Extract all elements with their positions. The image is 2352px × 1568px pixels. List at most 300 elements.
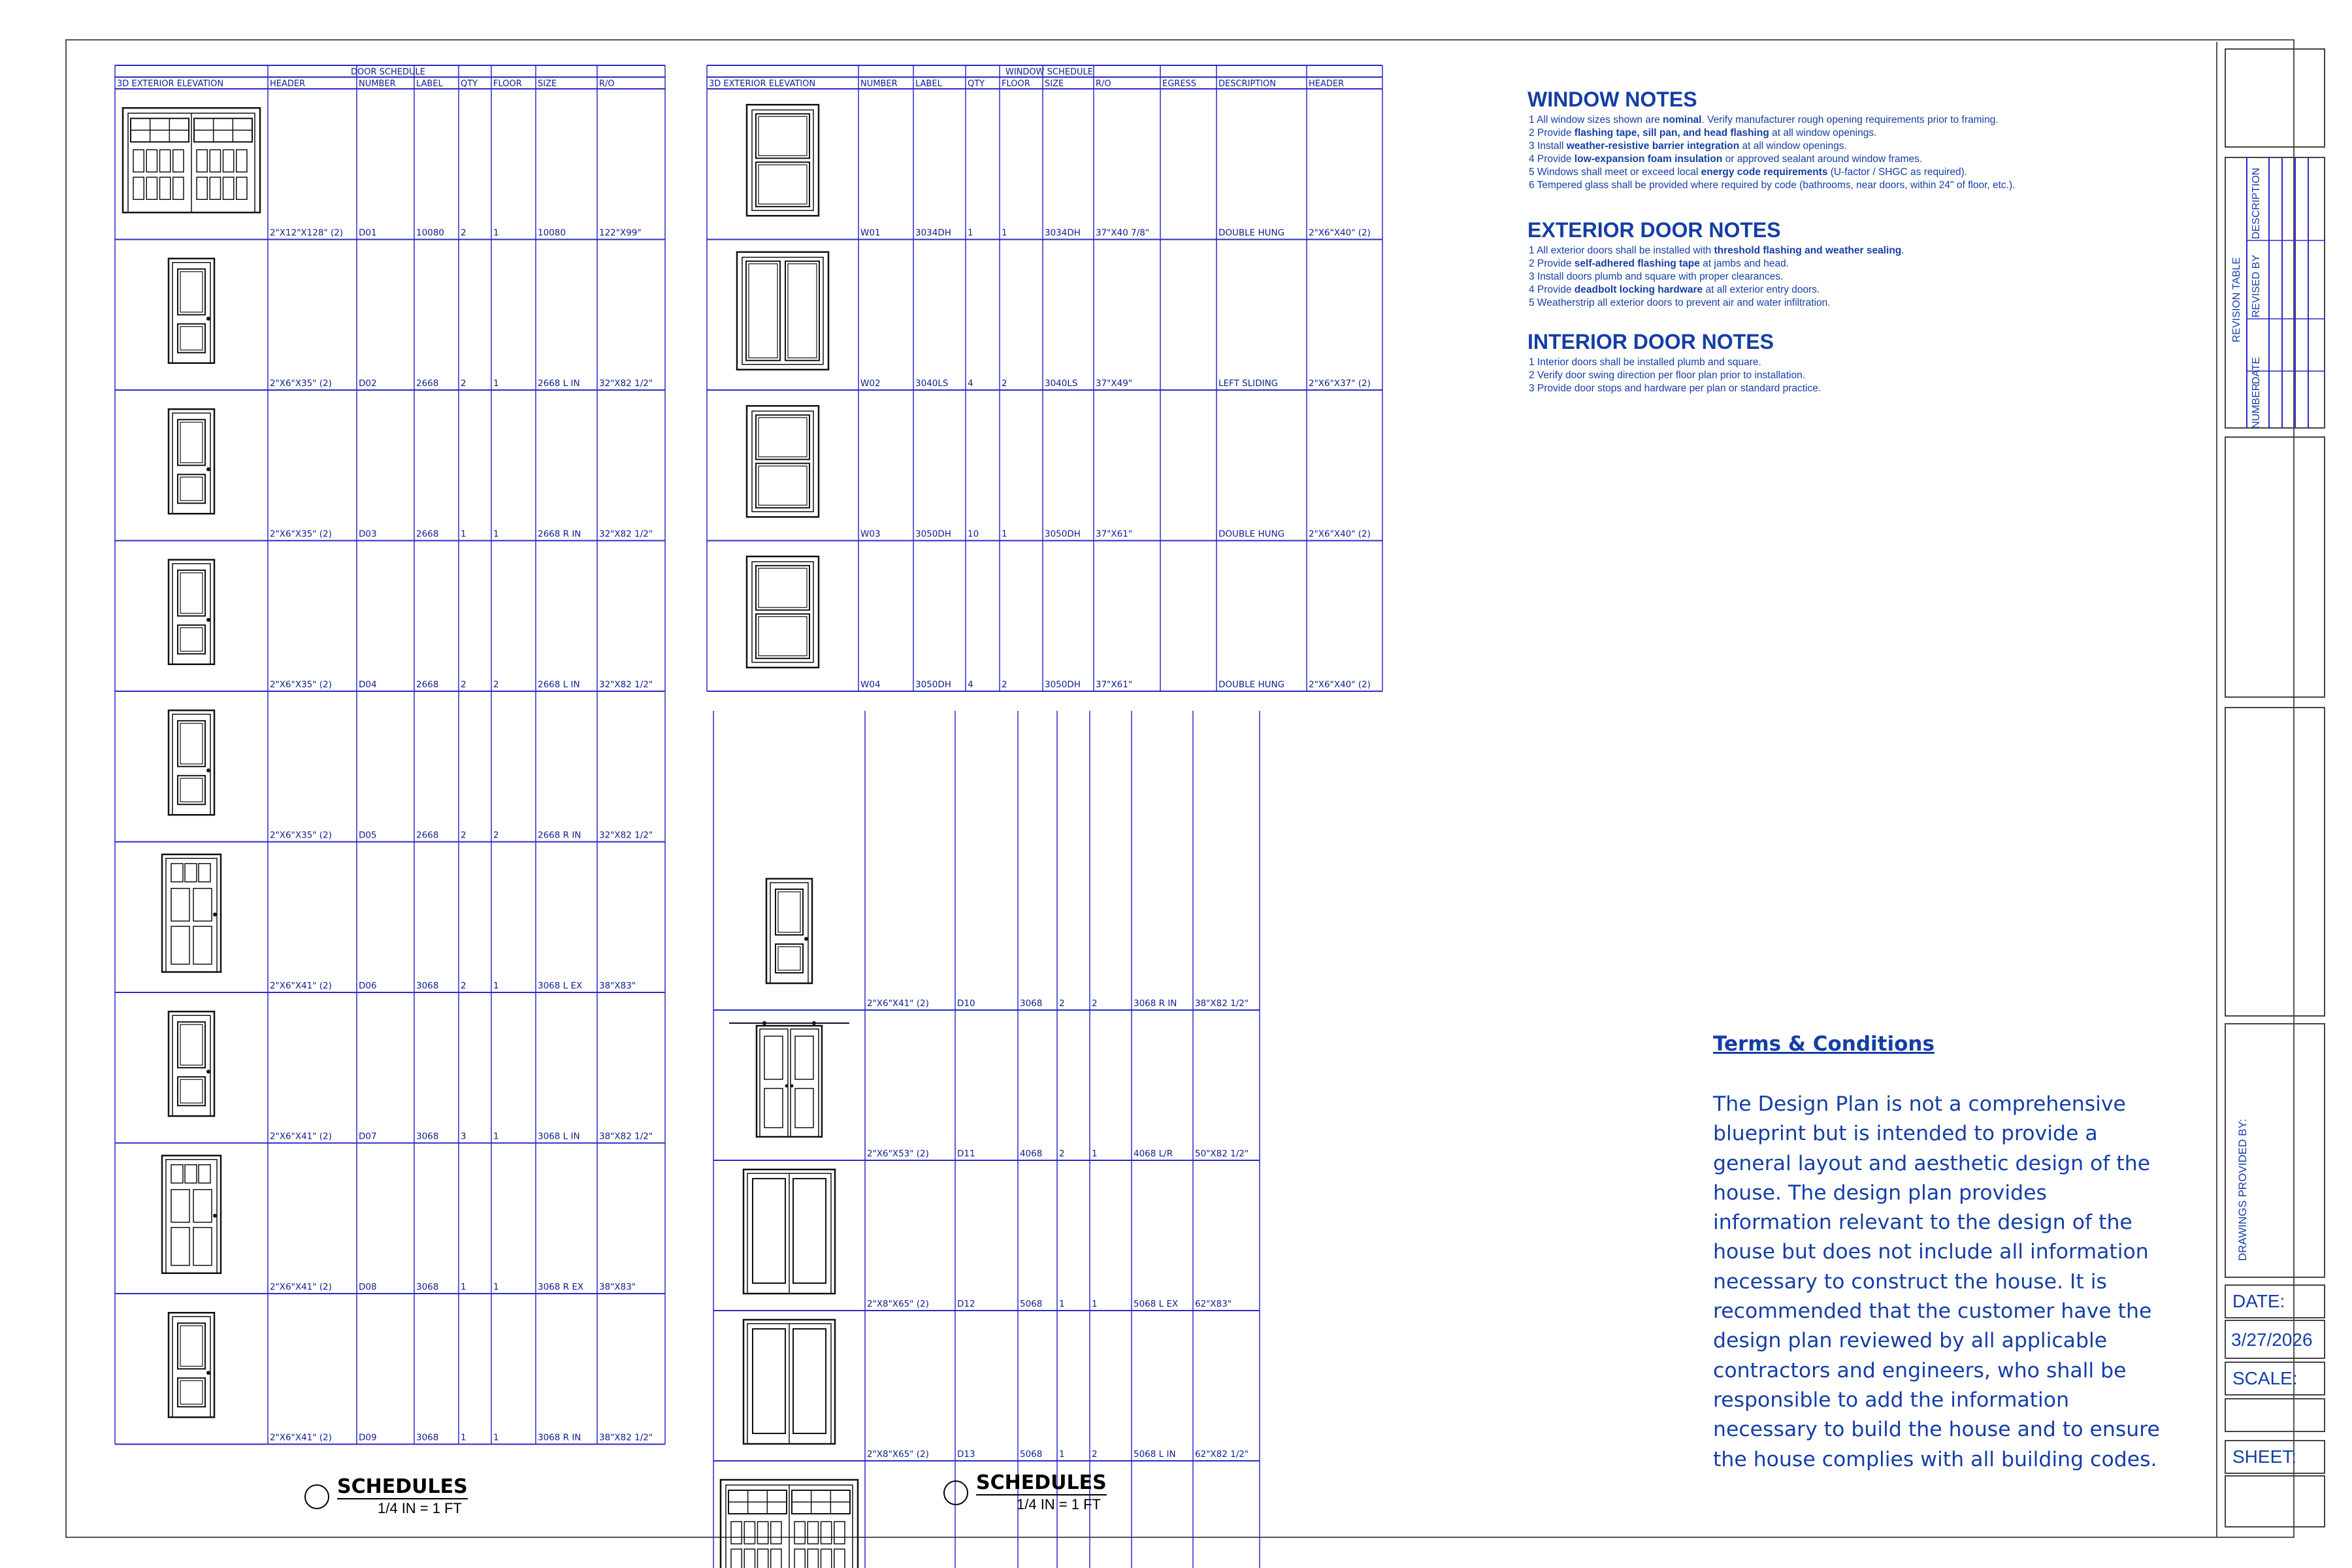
note-text: .: [1901, 245, 1904, 256]
drawings-provided-panel: [2225, 1023, 2325, 1278]
column-header: LABEL: [915, 79, 942, 89]
cell-floor: 1: [1092, 1149, 1098, 1159]
table-row: [743, 1169, 1232, 1309]
date-label-box: [2225, 1284, 2325, 1318]
icon-part: [171, 864, 183, 882]
cell-header: 2"X6"X35" (2): [270, 830, 332, 841]
column-header: NUMBER: [359, 79, 396, 89]
double-hung-window-icon: [747, 105, 819, 216]
icon-part: [776, 944, 803, 973]
column-header: 3D EXTERIOR ELEVATION: [117, 79, 224, 89]
schedule-title: WINDOW SCHEDULE: [1005, 67, 1093, 77]
icon-part: [180, 723, 203, 764]
icon-part: [759, 116, 807, 155]
icon-part: [808, 1549, 818, 1568]
window-schedule-table: [707, 65, 1382, 691]
title-block-divider: [2216, 42, 2219, 1537]
column-header: QTY: [461, 79, 478, 89]
exterior-door-notes-list: [1529, 244, 1904, 310]
cell-header: 2"X6"X41" (2): [270, 1432, 332, 1443]
icon-part: [753, 1179, 785, 1283]
column-header: SIZE: [1045, 79, 1064, 89]
icon-part: [166, 858, 217, 972]
cell-label: 3050DH: [915, 679, 951, 690]
icon-part: [804, 937, 808, 941]
table-row: [169, 1313, 653, 1443]
cell-size: 3068 R IN: [1134, 998, 1177, 1009]
cell-size: 3068 R IN: [538, 1432, 581, 1443]
cell-qty: 10: [968, 529, 979, 540]
icon-part: [169, 409, 214, 514]
icon-part: [169, 710, 214, 815]
icon-part: [166, 1160, 217, 1273]
two-panel-door-icon: [169, 409, 214, 514]
icon-part: [193, 926, 212, 964]
icon-part: [173, 177, 184, 199]
cell-label: 2668: [416, 378, 439, 389]
terms-title: Terms & Conditions: [1713, 1032, 1935, 1056]
icon-part: [752, 562, 813, 662]
note-text: 3 Install doors plumb and square with proper clearances.: [1529, 271, 1784, 282]
cell-ro: 38"X83": [599, 1282, 636, 1292]
note-text: 4 Provide: [1529, 154, 1575, 165]
note-emphasis: low-expansion foam insulation: [1574, 154, 1723, 165]
icon-part: [744, 1549, 755, 1568]
note-item: [1529, 140, 2015, 153]
icon-part: [178, 1022, 205, 1068]
table-row: [747, 406, 1371, 539]
window-notes-title: WINDOW NOTES: [1527, 88, 1697, 111]
icon-part: [206, 768, 210, 772]
column-header: NUMBER: [860, 79, 898, 89]
cell-ro: 38"X82 1/2": [599, 1432, 653, 1443]
cell-ro: 62"X83": [1195, 1299, 1232, 1309]
cell-label: 2668: [416, 830, 439, 841]
cell-size: 3034DH: [1045, 227, 1081, 238]
note-text: 2 Verify door swing direction per floor plan prior to installation.: [1529, 370, 1806, 381]
cell-ro: 38"X82 1/2": [1195, 998, 1249, 1009]
icon-part: [747, 105, 819, 216]
icon-part: [133, 177, 144, 199]
icon-part: [213, 1214, 217, 1218]
craftsman-entry-door-icon: [162, 1156, 221, 1273]
cell-number: D03: [359, 529, 377, 540]
cell-size: 2668 L IN: [538, 378, 580, 389]
double-hung-window-icon: [747, 557, 819, 668]
icon-part: [834, 1549, 845, 1568]
cell-description: LEFT SLIDING: [1218, 378, 1279, 389]
icon-part: [146, 177, 157, 199]
cell-label: 3068: [416, 981, 439, 991]
table-row: [123, 108, 642, 238]
sheet-value-box: [2225, 1475, 2325, 1527]
icon-part: [169, 259, 214, 363]
note-text: 5 Weatherstrip all exterior doors to prevent air and water infiltration.: [1529, 297, 1831, 308]
cell-header: 2"X8"X65" (2): [867, 1449, 929, 1460]
table-row: [737, 252, 1371, 389]
table-row: [747, 105, 1371, 238]
two-panel-door-icon: [169, 710, 214, 815]
icon-part: [794, 1522, 805, 1544]
icon-part: [197, 177, 207, 199]
cell-header: 2"X6"X53" (2): [867, 1149, 929, 1159]
note-item: [1529, 114, 2015, 127]
icon-part: [753, 1329, 785, 1433]
icon-part: [178, 570, 205, 616]
cell-label: 10080: [416, 227, 444, 238]
window-notes-list: [1529, 114, 2015, 192]
icon-part: [171, 1228, 189, 1266]
icon-part: [759, 466, 807, 505]
cell-floor: 1: [493, 1131, 499, 1142]
column-header: DESCRIPTION: [1218, 79, 1276, 89]
icon-part: [771, 1549, 781, 1568]
note-text: 2 Provide: [1529, 127, 1575, 139]
note-emphasis: weather-resistive barrier integration: [1566, 140, 1740, 152]
icon-part: [178, 1077, 205, 1105]
cell-size: 2668 R IN: [538, 830, 581, 841]
cell-number: D13: [957, 1449, 975, 1460]
table-row: [169, 710, 653, 840]
column-header: LABEL: [416, 79, 443, 89]
cell-size: 10080: [538, 227, 566, 238]
cell-floor: 1: [493, 1282, 499, 1292]
cell-header: 2"X6"X40" (2): [1309, 679, 1371, 690]
note-text: at jambs and head.: [1699, 258, 1789, 269]
table-row: [162, 855, 636, 991]
cell-size: 3068 R EX: [538, 1282, 584, 1292]
cell-size: 5068 L IN: [1134, 1449, 1176, 1460]
cell-number: D07: [359, 1131, 377, 1142]
icon-part: [759, 165, 807, 204]
cell-header: 2"X6"X35" (2): [270, 378, 332, 389]
note-emphasis: deadbolt locking hardware: [1574, 284, 1703, 295]
cell-ro: 32"X82 1/2": [599, 529, 653, 540]
column-header: FLOOR: [493, 79, 522, 89]
icon-part: [193, 1190, 212, 1222]
cell-floor: 2: [1002, 378, 1007, 389]
note-item: [1529, 257, 1904, 270]
revision-col-description: DESCRIPTION: [2251, 167, 2262, 239]
cell-size: 2668 R IN: [538, 529, 581, 540]
icon-part: [210, 150, 220, 172]
cell-size: 2668 L IN: [538, 679, 580, 690]
icon-part: [778, 892, 800, 932]
icon-part: [223, 150, 234, 172]
cell-qty: 1: [968, 227, 973, 238]
icon-part: [180, 1326, 203, 1366]
icon-part: [169, 1011, 214, 1116]
cell-floor: 1: [493, 1432, 499, 1443]
icon-part: [160, 177, 171, 199]
icon-part: [180, 477, 203, 500]
two-panel-door-icon: [169, 1011, 214, 1116]
cell-qty: 1: [461, 529, 466, 540]
craftsman-entry-door-icon: [162, 855, 221, 972]
icon-part: [171, 1165, 183, 1183]
cell-header: 2"X6"X35" (2): [270, 529, 332, 540]
two-panel-door-icon: [169, 259, 214, 363]
table-row: [169, 1011, 653, 1141]
cell-label: 4068: [1020, 1149, 1043, 1159]
icon-part: [206, 317, 210, 321]
icon-part: [213, 913, 217, 917]
revision-table-label: REVISION TABLE: [2231, 257, 2242, 342]
icon-part: [178, 269, 205, 315]
cell-ro: 122"X99": [599, 227, 642, 238]
cell-size: 3068 L EX: [538, 981, 583, 991]
garage-door-icon: [123, 108, 260, 212]
cell-number: W02: [860, 378, 881, 389]
table-row: [743, 1320, 1249, 1460]
cell-number: D06: [359, 981, 377, 991]
table-row: [169, 560, 653, 690]
icon-part: [169, 1313, 214, 1417]
column-header: HEADER: [1309, 79, 1345, 89]
icon-part: [146, 150, 157, 172]
cell-ro: 62"X82 1/2": [1195, 1449, 1249, 1460]
cell-floor: 1: [1092, 1299, 1098, 1309]
note-text: 6 Tempered glass shall be provided where required by code (bathrooms, near doors, within 24" of floor, etc.).: [1529, 180, 2016, 191]
note-item: [1529, 356, 1821, 369]
two-panel-door-icon: [169, 560, 214, 664]
column-header: R/O: [1096, 79, 1111, 89]
revision-col-number: NUMBER: [2251, 383, 2262, 429]
cell-label: 3068: [416, 1131, 439, 1142]
note-text: at all window openings.: [1739, 140, 1847, 152]
barn-double-door-icon: [729, 1021, 849, 1137]
sliding-window-icon: [737, 252, 828, 370]
schedule-label-scale: 1/4 IN = 1 FT: [1017, 1496, 1101, 1512]
note-item: [1529, 166, 2015, 179]
cell-ro: 37"X61": [1096, 679, 1133, 690]
french-double-door-icon: [743, 1320, 835, 1444]
table-row: [169, 409, 653, 539]
icon-part: [821, 1549, 832, 1568]
cell-number: D01: [359, 227, 377, 238]
note-text: (U-factor / SHGC as required).: [1827, 167, 1968, 178]
icon-part: [766, 879, 812, 983]
icon-part: [834, 1522, 845, 1544]
cell-label: 2668: [416, 529, 439, 540]
icon-part: [778, 947, 800, 970]
cell-number: D04: [359, 679, 377, 690]
interior-door-notes-title: INTERIOR DOOR NOTES: [1527, 330, 1774, 353]
note-emphasis: nominal: [1663, 114, 1702, 125]
icon-part: [180, 628, 203, 651]
cell-number: D05: [359, 830, 377, 841]
column-header: EGRESS: [1162, 79, 1197, 89]
schedule-title: DOOR SCHEDULE: [351, 67, 425, 77]
two-panel-door-icon: [766, 879, 812, 983]
door-schedule-table: [115, 65, 665, 1445]
cell-ro: 32"X82 1/2": [599, 378, 653, 389]
note-item: [1529, 244, 1904, 257]
interior-door-notes-list: [1529, 356, 1821, 395]
cell-header: 2"X6"X41" (2): [867, 998, 929, 1009]
icon-part: [756, 415, 809, 459]
icon-part: [171, 926, 189, 964]
icon-part: [178, 721, 205, 766]
exterior-door-notes-title: EXTERIOR DOOR NOTES: [1527, 218, 1781, 242]
cell-header: 2"X6"X40" (2): [1309, 227, 1371, 238]
note-text: 1 Interior doors shall be installed plumb and square.: [1529, 357, 1761, 368]
sheet-label-box: [2225, 1440, 2325, 1474]
column-header: R/O: [599, 79, 615, 89]
icon-part: [206, 1371, 210, 1375]
note-text: at all exterior entry doors.: [1703, 284, 1820, 295]
cell-floor: 1: [493, 529, 499, 540]
cell-qty: 4: [968, 378, 973, 389]
cell-qty: 3: [461, 1131, 466, 1142]
note-text: 5 Windows shall meet or exceed local: [1529, 167, 1701, 178]
icon-part: [185, 864, 197, 882]
icon-part: [185, 1165, 197, 1183]
icon-part: [752, 110, 813, 210]
cell-label: 3050DH: [915, 529, 951, 540]
cell-number: D09: [359, 1432, 377, 1443]
cell-qty: 1: [461, 1282, 466, 1292]
column-header: QTY: [968, 79, 985, 89]
note-text: 1 All exterior doors shall be installed with: [1529, 245, 1714, 256]
cell-ro: 32"X82 1/2": [599, 679, 653, 690]
note-item: [1529, 179, 2015, 192]
icon-part: [193, 1228, 212, 1266]
scale-value-box: [2225, 1398, 2325, 1432]
cell-qty: 2: [461, 679, 466, 690]
icon-part: [169, 560, 214, 664]
cell-number: D02: [359, 378, 377, 389]
icon-part: [178, 474, 205, 503]
icon-part: [793, 1329, 826, 1433]
icon-part: [791, 1085, 794, 1088]
cell-ro: 50"X82 1/2": [1195, 1149, 1249, 1159]
door-schedule-continued-table: [713, 711, 1260, 1568]
cell-ro: 37"X49": [1096, 378, 1133, 389]
cell-ro: 38"X82 1/2": [599, 1131, 653, 1142]
icon-part: [758, 1522, 768, 1544]
cell-header: 2"X6"X41" (2): [270, 1131, 332, 1142]
cell-floor: 2: [493, 679, 499, 690]
cell-size: 5068 L EX: [1134, 1299, 1179, 1309]
icon-part: [180, 327, 203, 350]
cell-floor: 2: [1092, 1449, 1098, 1460]
cell-qty: 1: [1059, 1299, 1065, 1309]
icon-part: [160, 150, 171, 172]
icon-part: [731, 1522, 742, 1544]
icon-part: [197, 150, 207, 172]
note-item: [1529, 270, 1904, 284]
note-emphasis: energy code requirements: [1701, 167, 1828, 178]
icon-part: [764, 1036, 783, 1079]
schedule-label-title: SCHEDULES: [337, 1475, 468, 1498]
cell-ro: 32"X82 1/2": [599, 830, 653, 841]
icon-part: [178, 1323, 205, 1369]
table-row: [747, 557, 1371, 690]
icon-part: [206, 467, 210, 471]
note-item: [1529, 153, 2015, 166]
drawings-provided-label: DRAWINGS PROVIDED BY:: [2236, 1119, 2249, 1261]
cell-size: 3050DH: [1045, 679, 1081, 690]
title-block-panel: [2225, 436, 2325, 698]
cell-qty: 4: [968, 679, 973, 690]
cell-size: 4068 L/R: [1134, 1149, 1173, 1159]
note-text: 3 Provide door stops and hardware per plan or standard practice.: [1529, 383, 1821, 394]
cell-floor: 2: [493, 830, 499, 841]
note-text: at all window openings.: [1769, 127, 1877, 139]
cell-number: D11: [957, 1149, 975, 1159]
icon-part: [756, 162, 809, 206]
icon-part: [795, 1036, 813, 1079]
icon-part: [788, 264, 817, 358]
garage-door-icon: [721, 1480, 858, 1568]
icon-part: [742, 257, 823, 365]
note-emphasis: self-adhered flashing tape: [1574, 258, 1700, 269]
cell-description: DOUBLE HUNG: [1218, 679, 1285, 690]
icon-part: [178, 776, 205, 804]
icon-part: [133, 150, 144, 172]
note-text: or approved sealant around window frames.: [1722, 154, 1923, 165]
cell-label: 3040LS: [915, 378, 949, 389]
icon-part: [178, 1378, 205, 1407]
icon-part: [785, 261, 819, 361]
note-item: [1529, 297, 1904, 310]
cell-label: 5068: [1020, 1449, 1043, 1460]
icon-part: [173, 150, 184, 172]
table-row: [169, 259, 653, 389]
cell-size: 3050DH: [1045, 529, 1081, 540]
cell-qty: 1: [461, 1432, 466, 1443]
note-text: 3 Install: [1529, 140, 1567, 152]
column-header: HEADER: [270, 79, 306, 89]
cell-qty: 2: [461, 981, 466, 991]
date-label: DATE:: [2232, 1291, 2285, 1311]
icon-part: [757, 1026, 822, 1137]
icon-part: [180, 778, 203, 802]
note-text: 1 All window sizes shown are: [1529, 114, 1663, 125]
icon-part: [199, 1165, 210, 1183]
icon-part: [756, 614, 809, 659]
icon-part: [210, 177, 220, 199]
cell-label: 3068: [1020, 998, 1043, 1009]
cell-label: 3068: [416, 1432, 439, 1443]
schedule-label-scale: 1/4 IN = 1 FT: [378, 1500, 462, 1516]
cell-floor: 1: [1002, 529, 1007, 540]
cell-header: 2"X6"X35" (2): [270, 679, 332, 690]
icon-part: [237, 150, 247, 172]
sheet-label: SHEET:: [2232, 1446, 2297, 1467]
cell-qty: 2: [461, 227, 466, 238]
cell-floor: 1: [493, 981, 499, 991]
cell-header: 2"X6"X41" (2): [270, 1282, 332, 1292]
cell-floor: 1: [1002, 227, 1007, 238]
icon-part: [812, 1021, 816, 1025]
icon-part: [178, 419, 205, 465]
cell-qty: 2: [1059, 1149, 1065, 1159]
cell-ro: 38"X83": [599, 981, 636, 991]
note-item: [1529, 284, 1904, 297]
scale-label: SCALE:: [2232, 1368, 2298, 1388]
icon-part: [762, 1021, 766, 1025]
cell-label: 3034DH: [915, 227, 951, 238]
icon-part: [737, 252, 828, 370]
icon-part: [180, 272, 203, 312]
icon-part: [794, 1549, 805, 1568]
icon-part: [795, 1088, 813, 1128]
cell-header: 2"X6"X41" (2): [270, 981, 332, 991]
column-header: FLOOR: [1002, 79, 1030, 89]
column-header: SIZE: [538, 79, 557, 89]
